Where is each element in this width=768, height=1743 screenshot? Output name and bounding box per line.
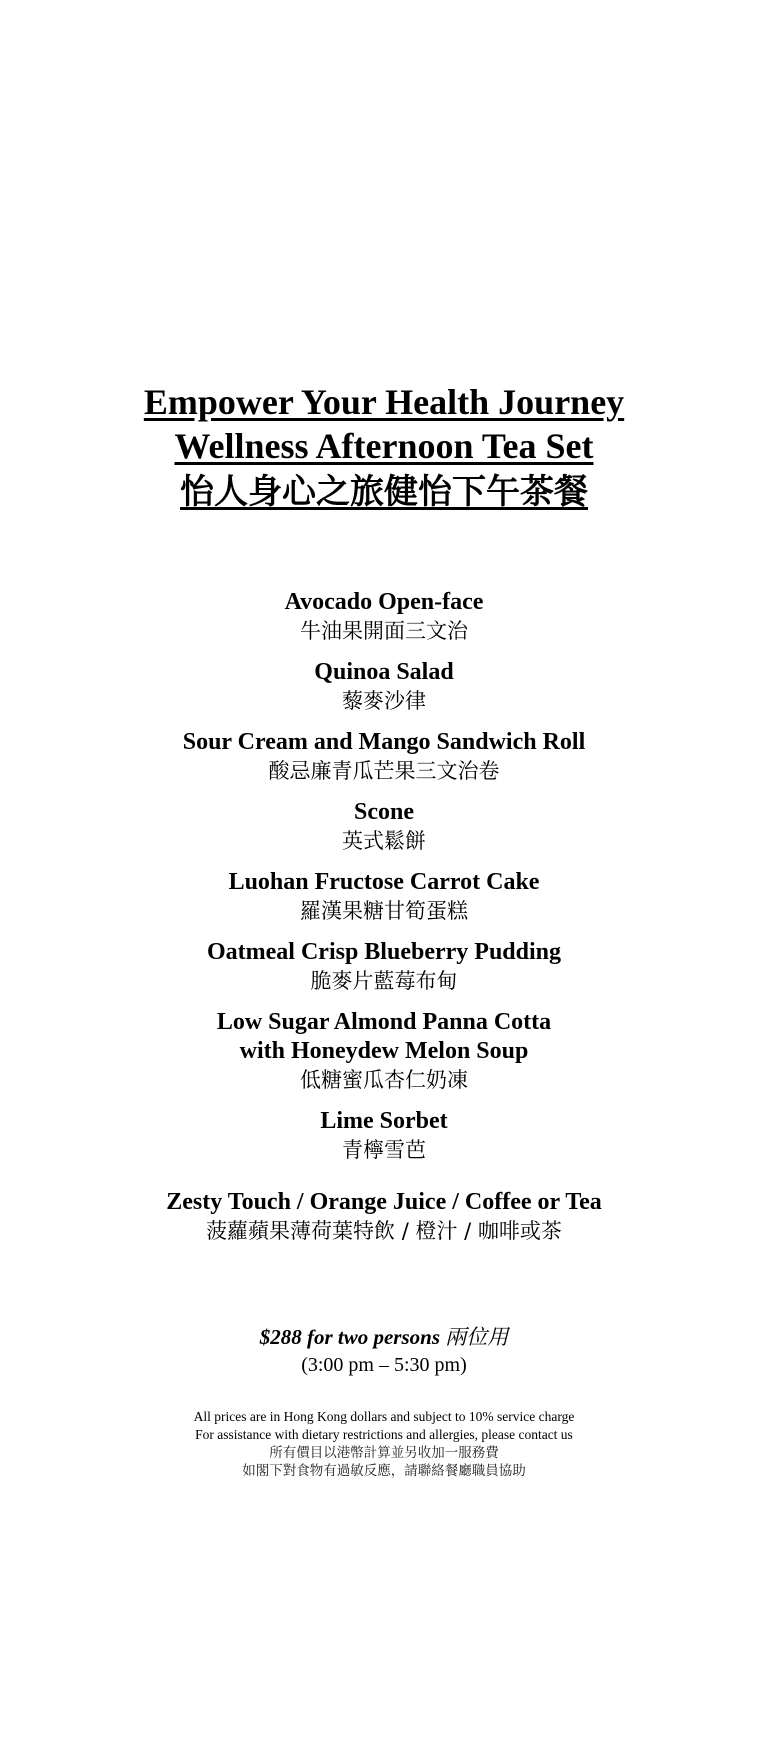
title-line-2: Wellness Afternoon Tea Set xyxy=(174,426,594,466)
price-line xyxy=(0,1323,768,1351)
menu-item-name-en-line-2: with Honeydew Melon Soup xyxy=(239,1038,529,1064)
serving-hours: (3:00 pm – 5:30 pm) xyxy=(301,1354,467,1376)
footnote-service-charge-zh: 所有價目以港幣計算並另收加一服務費 xyxy=(269,1445,499,1461)
menu-item-sorbet xyxy=(0,1107,768,1164)
menu-item-name-en: Avocado Open-face xyxy=(284,589,484,615)
menu-item-name-en: Scone xyxy=(354,799,414,825)
menu-item-name-zh: 低糖蜜瓜杏仁奶凍 xyxy=(300,1068,468,1092)
price-block xyxy=(0,1323,768,1379)
menu-item-name-zh: 酸忌廉青瓜芒果三文治卷 xyxy=(268,759,500,783)
menu-item-avocado xyxy=(0,588,768,645)
menu-item-panna-cotta xyxy=(0,1008,768,1094)
footnote-dietary: For assistance with dietary restrictions and allergies, please contact us xyxy=(195,1427,573,1442)
menu-item-pudding xyxy=(0,938,768,995)
menu-item-sandwich-roll xyxy=(0,728,768,785)
menu-item-name-en: Zesty Touch / Orange Juice / Coffee or Tea xyxy=(166,1189,602,1215)
menu-item-name-zh: 菠蘿蘋果薄荷葉特飲 / 橙汁 / 咖啡或茶 xyxy=(206,1219,562,1243)
menu-item-carrot-cake xyxy=(0,868,768,925)
menu-item-name-en: Luohan Fructose Carrot Cake xyxy=(228,869,540,895)
menu-item-name-zh: 羅漢果糖甘筍蛋糕 xyxy=(300,899,468,923)
menu-item-name-zh: 青檸雪芭 xyxy=(342,1138,426,1162)
menu-item-name-en: Low Sugar Almond Panna Cotta xyxy=(216,1009,552,1035)
menu-item-scone xyxy=(0,798,768,855)
menu-item-name-zh: 藜麥沙律 xyxy=(342,689,426,713)
menu-item-name-en: Lime Sorbet xyxy=(320,1108,448,1134)
footnote-service-charge: All prices are in Hong Kong dollars and subject to 10% service charge xyxy=(193,1409,575,1424)
menu-item-name-en: Quinoa Salad xyxy=(314,659,454,685)
footnote-dietary-zh: 如閣下對食物有過敏反應，請聯絡餐廳職員協助 xyxy=(242,1463,526,1479)
title-line-1: Empower Your Health Journey xyxy=(143,382,625,422)
menu-title xyxy=(0,380,768,516)
menu-item-name-en: Sour Cream and Mango Sandwich Roll xyxy=(182,729,586,755)
menu-item-name-zh: 英式鬆餅 xyxy=(342,829,426,853)
price-amount-zh: 兩位用 xyxy=(445,1325,509,1349)
footnotes xyxy=(0,1408,768,1480)
price-amount: $288 for two persons xyxy=(259,1325,441,1349)
menu-item-name-en: Oatmeal Crisp Blueberry Pudding xyxy=(206,939,561,965)
title-line-3: 怡人身心之旅健怡下午茶餐 xyxy=(180,472,588,512)
menu-item-name-zh: 牛油果開面三文治 xyxy=(300,619,468,643)
menu-item-quinoa xyxy=(0,658,768,715)
menu-item-drinks xyxy=(0,1188,768,1245)
menu-item-name-zh: 脆麥片藍莓布甸 xyxy=(310,969,458,993)
menu-list xyxy=(0,588,768,1258)
